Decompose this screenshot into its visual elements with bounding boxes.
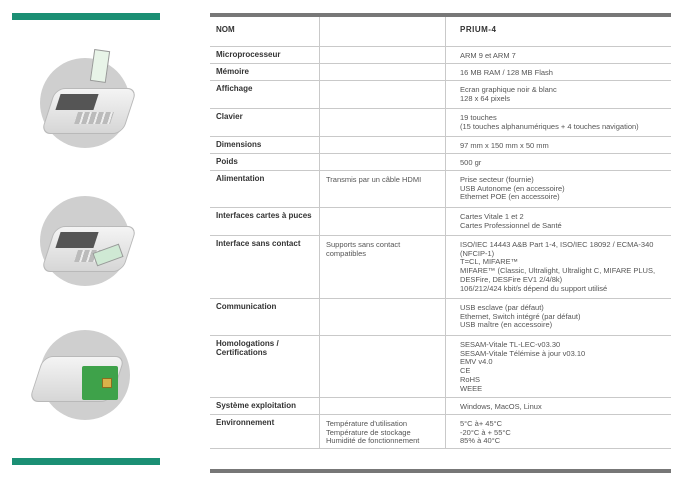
table-row [210, 299, 671, 336]
row-note-line: compatibles [326, 248, 367, 258]
row-note-line: Supports sans contact [326, 240, 401, 249]
row-note [320, 336, 446, 398]
row-note [320, 299, 446, 336]
row-value-line: EMV v4.0 [460, 357, 493, 367]
row-note [320, 137, 446, 154]
table-header-row [210, 17, 671, 47]
row-note [320, 64, 446, 81]
row-value-line: USB Autonome (en accessoire) [460, 183, 565, 193]
row-value-line: 19 touches [460, 113, 497, 122]
row-note-line: Température d'utilisation [326, 419, 408, 428]
row-value-line: 128 x 64 pixels [460, 93, 511, 103]
row-label: Poids [210, 154, 320, 171]
row-value-line: USB maître (en accessoire) [460, 320, 553, 330]
table-row [210, 398, 671, 415]
row-value-line: Cartes Vitale 1 et 2 [460, 212, 524, 221]
row-value [446, 171, 672, 208]
row-note-line: Transmis par un câble HDMI [326, 175, 422, 184]
row-note [320, 398, 446, 415]
row-value [446, 415, 672, 449]
table-row [210, 137, 671, 154]
row-value-line: 97 mm x 150 mm x 50 mm [460, 141, 549, 150]
row-value-line: 500 gr [460, 158, 482, 167]
row-note-line: Température de stockage [326, 427, 411, 437]
row-value [446, 208, 672, 236]
row-value-line: MIFARE™ (Classic, Ultralight, Ultralight C, MIFARE PLUS, [460, 266, 656, 276]
spec-table [210, 13, 671, 473]
accent-bar-top [12, 13, 160, 20]
row-value [446, 336, 672, 398]
table-row [210, 154, 671, 171]
row-label: Système exploitation [210, 398, 320, 415]
row-label: Interfaces cartes à puces [210, 208, 320, 236]
table-row [210, 47, 671, 64]
row-value [446, 154, 672, 171]
table-row [210, 415, 671, 449]
row-label: Dimensions [210, 137, 320, 154]
row-value-line: RoHS [460, 374, 481, 384]
row-value-line: WEEE [460, 383, 483, 393]
row-value [446, 47, 672, 64]
row-note [320, 109, 446, 137]
row-value-line: -20°C à + 55°C [460, 427, 511, 437]
table-row [210, 81, 671, 109]
row-label: Environnement [210, 415, 320, 449]
row-value-line: Prise secteur (fournie) [460, 175, 534, 184]
row-value-line: DESFire, DESFire EV1 2/4/8k) [460, 274, 563, 284]
header-col-name: NOM [210, 17, 320, 47]
row-note [320, 208, 446, 236]
row-value-line: USB esclave (par défaut) [460, 303, 544, 312]
terminal-image-bottom [30, 320, 140, 420]
row-note-line: Humidité de fonctionnement [326, 436, 420, 446]
row-value [446, 137, 672, 154]
row-value-line: Windows, MacOS, Linux [460, 402, 542, 411]
row-label: Mémoire [210, 64, 320, 81]
row-value-line: 106/212/424 kbit/s dépend du support utilisé [460, 283, 608, 293]
terminal-image-middle [30, 186, 140, 286]
table-row [210, 64, 671, 81]
row-value-line: 85% à 40°C [460, 436, 501, 446]
row-value-line: ARM 9 et ARM 7 [460, 51, 516, 60]
row-value [446, 109, 672, 137]
row-value-line: (NFCIP-1) [460, 248, 495, 258]
table-row [210, 208, 671, 236]
row-value-line: ISO/IEC 14443 A&B Part 1-4, ISO/IEC 18092 / ECMA-340 [460, 240, 654, 249]
accent-bar-bottom [12, 458, 160, 465]
row-value-line: 16 MB RAM / 128 MB Flash [460, 68, 553, 77]
row-value-line: Cartes Professionnel de Santé [460, 220, 562, 230]
row-note [320, 236, 446, 299]
row-value-line: T=CL, MIFARE™ [460, 257, 519, 267]
row-note [320, 81, 446, 109]
table-row [210, 236, 671, 299]
row-label: Clavier [210, 109, 320, 137]
header-col-product: PRIUM-4 [446, 17, 672, 47]
row-value-line: SESAM-Vitale Télémise à jour v03.10 [460, 348, 586, 358]
terminal-image-top [30, 48, 140, 148]
row-value-line: 5°C à+ 45°C [460, 419, 503, 428]
row-label: Homologations / Certifications [210, 336, 320, 398]
row-value-line: CE [460, 366, 471, 376]
row-value [446, 64, 672, 81]
row-label: Affichage [210, 81, 320, 109]
row-label: Microprocesseur [210, 47, 320, 64]
row-value [446, 299, 672, 336]
row-label: Interface sans contact [210, 236, 320, 299]
row-value [446, 236, 672, 299]
table-row [210, 336, 671, 398]
table-row [210, 109, 671, 137]
row-value-line: Ethernet POE (en accessoire) [460, 192, 560, 202]
row-value-line: Ecran graphique noir & blanc [460, 85, 557, 94]
row-value [446, 81, 672, 109]
row-label: Communication [210, 299, 320, 336]
row-value [446, 398, 672, 415]
row-value-line: Ethernet, Switch intégré (par défaut) [460, 311, 581, 321]
row-note [320, 154, 446, 171]
header-col-note [320, 17, 446, 47]
row-value-line: (15 touches alphanumériques + 4 touches navigation) [460, 121, 639, 131]
row-note [320, 171, 446, 208]
table-row [210, 171, 671, 208]
row-note [320, 415, 446, 449]
row-label: Alimentation [210, 171, 320, 208]
row-note [320, 47, 446, 64]
row-value-line: SESAM-Vitale TL-LEC-v03.30 [460, 340, 561, 349]
